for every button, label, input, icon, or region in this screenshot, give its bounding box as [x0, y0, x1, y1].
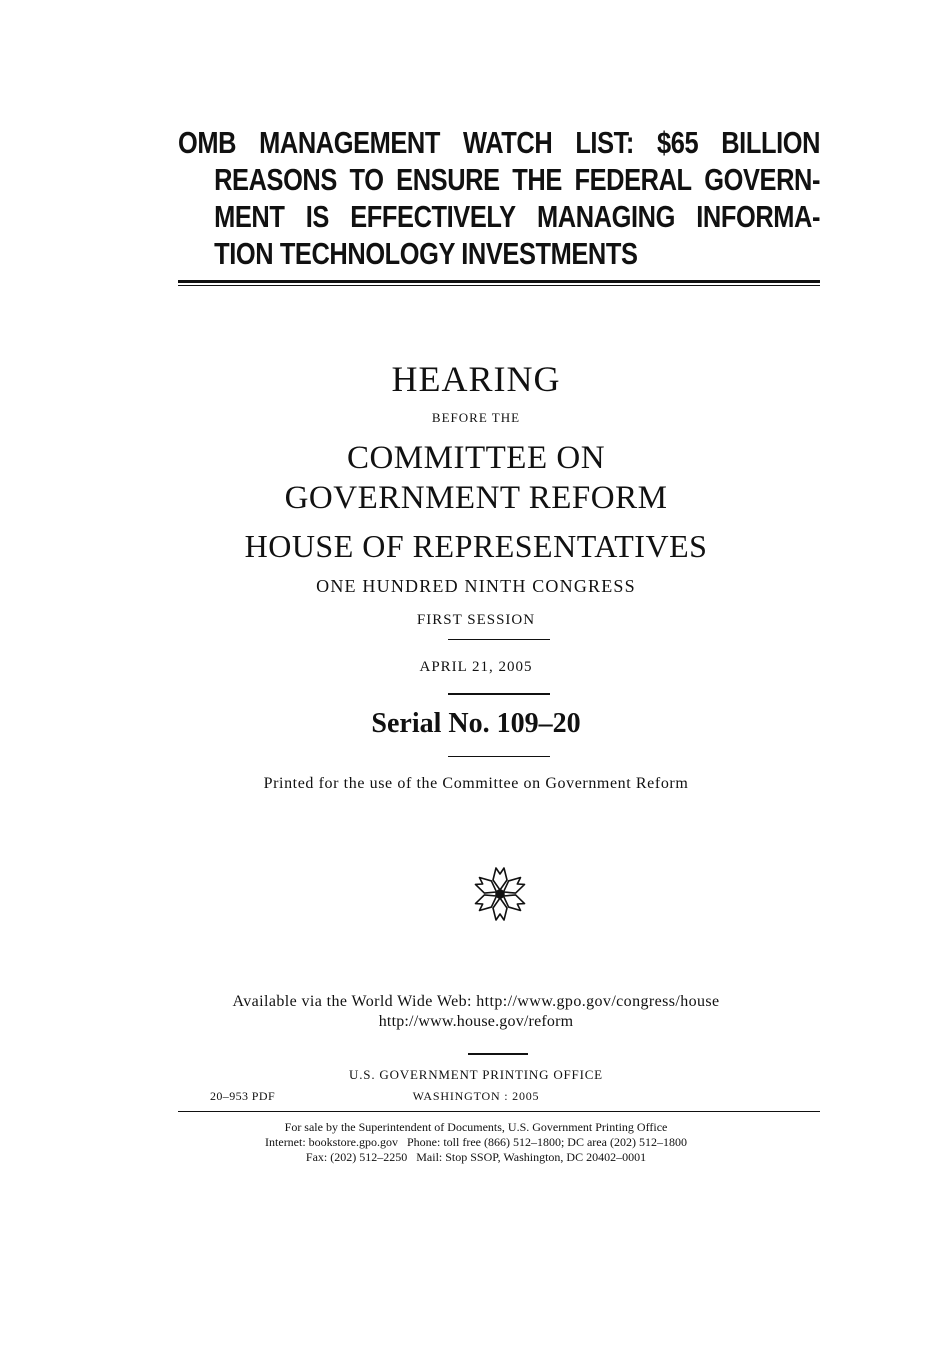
- title-rule-top: [178, 280, 820, 283]
- sale-line-1: For sale by the Superintendent of Documents, U.S. Government Printing Office: [284, 1120, 668, 1134]
- hearing-heading: HEARING: [391, 359, 561, 399]
- title-word: $65: [657, 125, 699, 160]
- title-line-1: [178, 124, 820, 161]
- title-word: MENT: [214, 199, 285, 234]
- hearing-date: APRIL 21, 2005: [419, 659, 533, 675]
- printing-office-rule: [468, 1053, 528, 1055]
- congress-number: ONE HUNDRED NINTH CONGRESS: [316, 576, 636, 596]
- footer-rule: [178, 1111, 820, 1112]
- title-word: THE: [512, 162, 562, 197]
- title-word: MANAGEMENT: [259, 125, 441, 160]
- title-word: TO: [349, 162, 384, 197]
- serial-rule: [448, 756, 550, 757]
- date-rule: [448, 693, 550, 695]
- sale-line-3: Fax: (202) 512–2250 Mail: Stop SSOP, Washington, DC 20402–0001: [305, 1150, 647, 1164]
- session-rule: [448, 639, 550, 640]
- house-of-representatives: HOUSE OF REPRESENTATIVES: [244, 528, 708, 564]
- document-title: [178, 124, 820, 272]
- sale-line-2: Internet: bookstore.gpo.gov Phone: toll free (866) 512–1800; DC area (202) 512–1800: [265, 1135, 687, 1149]
- title-line-4: [178, 235, 820, 272]
- committee-name-line-2: GOVERNMENT REFORM: [284, 480, 668, 516]
- title-word: TION TECHNOLOGY INVESTMENTS: [214, 236, 638, 271]
- session-text: FIRST SESSION: [416, 612, 536, 628]
- committee-name-line-1: COMMITTEE ON: [346, 440, 606, 476]
- title-word: BILLION: [721, 125, 821, 160]
- printed-for-text: Printed for the use of the Committee on Government Reform: [263, 775, 689, 792]
- title-line-2: [178, 161, 820, 198]
- title-word: LIST:: [575, 125, 634, 160]
- title-line-3: [178, 198, 820, 235]
- title-word: MANAGING: [537, 199, 675, 234]
- serial-number: Serial No. 109–20: [371, 708, 581, 739]
- title-word: ENSURE: [396, 162, 500, 197]
- title-word: INFORMA-: [696, 199, 821, 234]
- title-word: REASONS: [214, 162, 337, 197]
- pdf-number: 20–953 PDF: [210, 1089, 276, 1103]
- web-availability-line-1: Available via the World Wide Web: http://www.gpo.gov/congress/house: [232, 993, 720, 1010]
- title-word: IS: [305, 199, 329, 234]
- title-word: OMB: [178, 125, 237, 160]
- gpo-emblem-icon: [466, 860, 534, 928]
- title-rule-bottom: [178, 285, 820, 286]
- title-word: WATCH: [463, 125, 553, 160]
- title-word: FEDERAL: [574, 162, 692, 197]
- place-and-year: WASHINGTON : 2005: [412, 1089, 540, 1103]
- title-word: EFFECTIVELY: [350, 199, 516, 234]
- sale-information: [0, 1120, 952, 1165]
- printing-office: U.S. GOVERNMENT PRINTING OFFICE: [349, 1067, 603, 1082]
- web-availability-line-2: http://www.house.gov/reform: [378, 1013, 574, 1030]
- before-the-text: BEFORE THE: [431, 410, 521, 425]
- title-word: GOVERN-: [704, 162, 821, 197]
